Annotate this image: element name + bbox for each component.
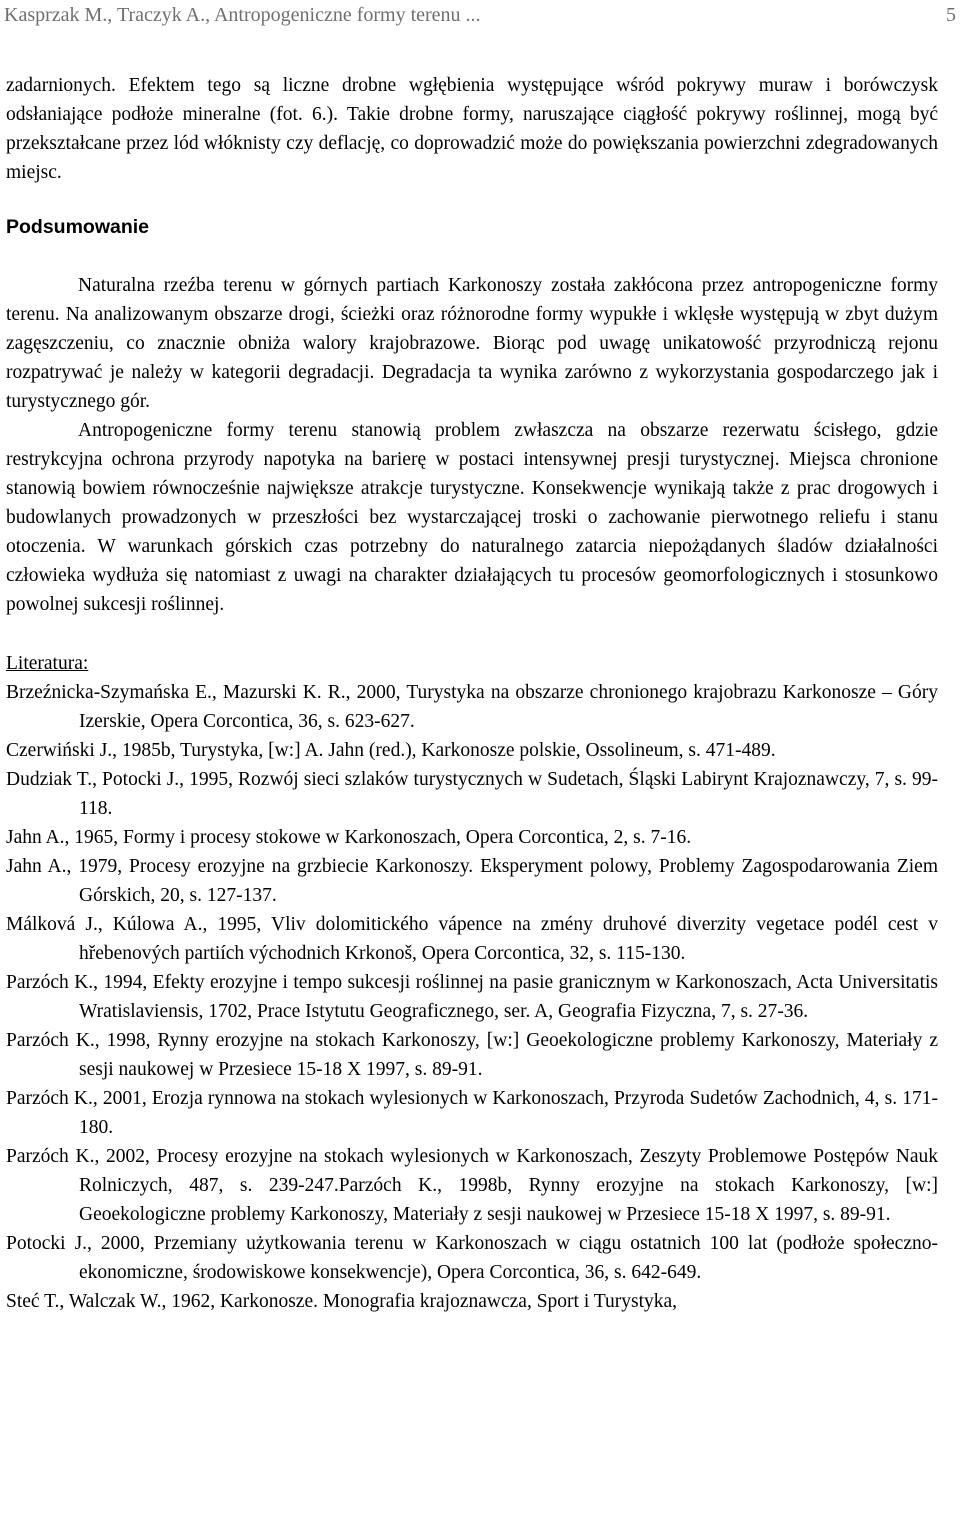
reference-item: Jahn A., 1965, Formy i procesy stokowe w Karkonoszach, Opera Corcontica, 2, s. 7-16. [6,827,692,848]
reference-item: Parzóch K., 1998, Rynny erozyjne na stokach Karkonoszy, [w:] Geoekologiczne problemy Karkonoszy, Materiały z sesji naukowej w Przesiece 15-18 X 1997, s. 89-91. [6,1030,938,1080]
spacer [6,187,938,213]
reference-item: Potocki J., 2000, Przemiany użytkowania terenu w Karkonoszach w ciągu ostatnich 100 lat (podłoże społeczno-ekonomiczne, środowiskowe konsekwencje), Opera Corcontica, 36, s. 642-649. [6,1233,938,1283]
summary-paragraph-1: Naturalna rzeźba terenu w górnych partiach Karkonoszy została zakłócona przez antropogeniczne formy terenu. Na analizowanym obszarze drogi, ścieżki oraz różnorodne formy wypukłe i wklęsłe występują w zbyt dużym zagęszczeniu, co znacznie obniża walory krajobrazowe. Biorąc pod uwagę unikatowość przyrodniczą rejonu rozpatrywać je należy w kategorii degradacji. Degradacja ta wynika zarówno z wykorzystania gospodarczego jak i turystycznego gór. [6,275,938,412]
page-content [6,71,938,1316]
reference-item: Málková J., Kúlowa A., 1995, Vliv dolomitického vápence na zmény druhové diverzity vegetace podél cest v hřebenových partiích východnich Krkonoš, Opera Corcontica, 32, s. 115-130. [6,914,938,964]
reference-item: Jahn A., 1979, Procesy erozyjne na grzbiecie Karkonoszy. Eksperyment polowy, Problemy Zagospodarowania Ziem Górskich, 20, s. 127-137. [6,856,938,906]
reference-item: Dudziak T., Potocki J., 1995, Rozwój sieci szlaków turystycznych w Sudetach, Śląski Labirynt Krajoznawczy, 7, s. 99-118. [6,769,938,819]
reference-item: Czerwiński J., 1985b, Turystyka, [w:] A. Jahn (red.), Karkonosze polskie, Ossolineum, s. 471-489. [6,740,776,761]
spacer [6,619,938,649]
page-number: 5 [946,4,956,26]
paragraph-continuation: zadarnionych. Efektem tego są liczne drobne wgłębienia występujące wśród pokrywy muraw i borówczysk odsłaniające podłoże mineralne (fot. 6.). Takie drobne formy, naruszające ciągłość pokrywy roślinnej, mogą być przekształcane przez lód włóknisty czy deflację, co doprowadzić może do powiększania powierzchni zdegradowanych miejsc. [6,75,938,183]
literature-heading: Literatura: [6,653,89,674]
reference-item: Parzóch K., 2002, Procesy erozyjne na stokach wylesionych w Karkonoszach, Zeszyty Problemowe Postępów Nauk Rolniczych, 487, s. 239-247.Parzóch K., 1998b, Rynny erozyjne na stokach Karkonoszy, [w:] Geoekologiczne problemy Karkonoszy, Materiały z sesji naukowej w Przesiece 15-18 X 1997, s. 89-91. [6,1146,938,1225]
reference-item: Parzóch K., 2001, Erozja rynnowa na stokach wylesionych w Karkonoszach, Przyroda Sudetów Zachodnich, 4, s. 171-180. [6,1088,938,1138]
reference-item: Steć T., Walczak W., 1962, Karkonosze. Monografia krajoznawcza, Sport i Turystyka, [6,1291,678,1312]
summary-paragraph-2: Antropogeniczne formy terenu stanowią problem zwłaszcza na obszarze rezerwatu ścisłego, gdzie restrykcyjna ochrona przyrody napotyka na barierę w postaci intensywnej presji turystycznej. Miejsca chronione stanowią bowiem równocześnie największe atrakcje turystyczne. Konsekwencje wynikają także z prac drogowych i budowlanych prowadzonych w przeszłości bez wystarczającej troski o zachowanie pierwotnego reliefu i stanu otoczenia. W warunkach górskich czas potrzebny do naturalnego zatarcia niepożądanych śladów działalności człowieka wydłuża się natomiast z uwagi na charakter działających tu procesów geomorfologicznych i stosunkowo powolnej sukcesji roślinnej. [6,420,938,615]
section-heading-summary: Podsumowanie [6,216,150,238]
running-header [4,0,956,30]
running-title: Kasprzak M., Traczyk A., Antropogeniczne formy terenu ... [4,4,481,26]
reference-list [6,678,938,1316]
reference-item: Parzóch K., 1994, Efekty erozyjne i tempo sukcesji roślinnej na pasie granicznym w Karkonoszach, Acta Universitatis Wratislaviensis, 1702, Prace Istytutu Geograficznego, ser. A, Geografia Fizyczna, 7, s. 27-36. [6,972,938,1022]
spacer [6,242,938,271]
reference-item: Brzeźnicka-Szymańska E., Mazurski K. R., 2000, Turystyka na obszarze chronionego krajobrazu Karkonosze – Góry Izerskie, Opera Corcontica, 36, s. 623-627. [6,682,938,732]
